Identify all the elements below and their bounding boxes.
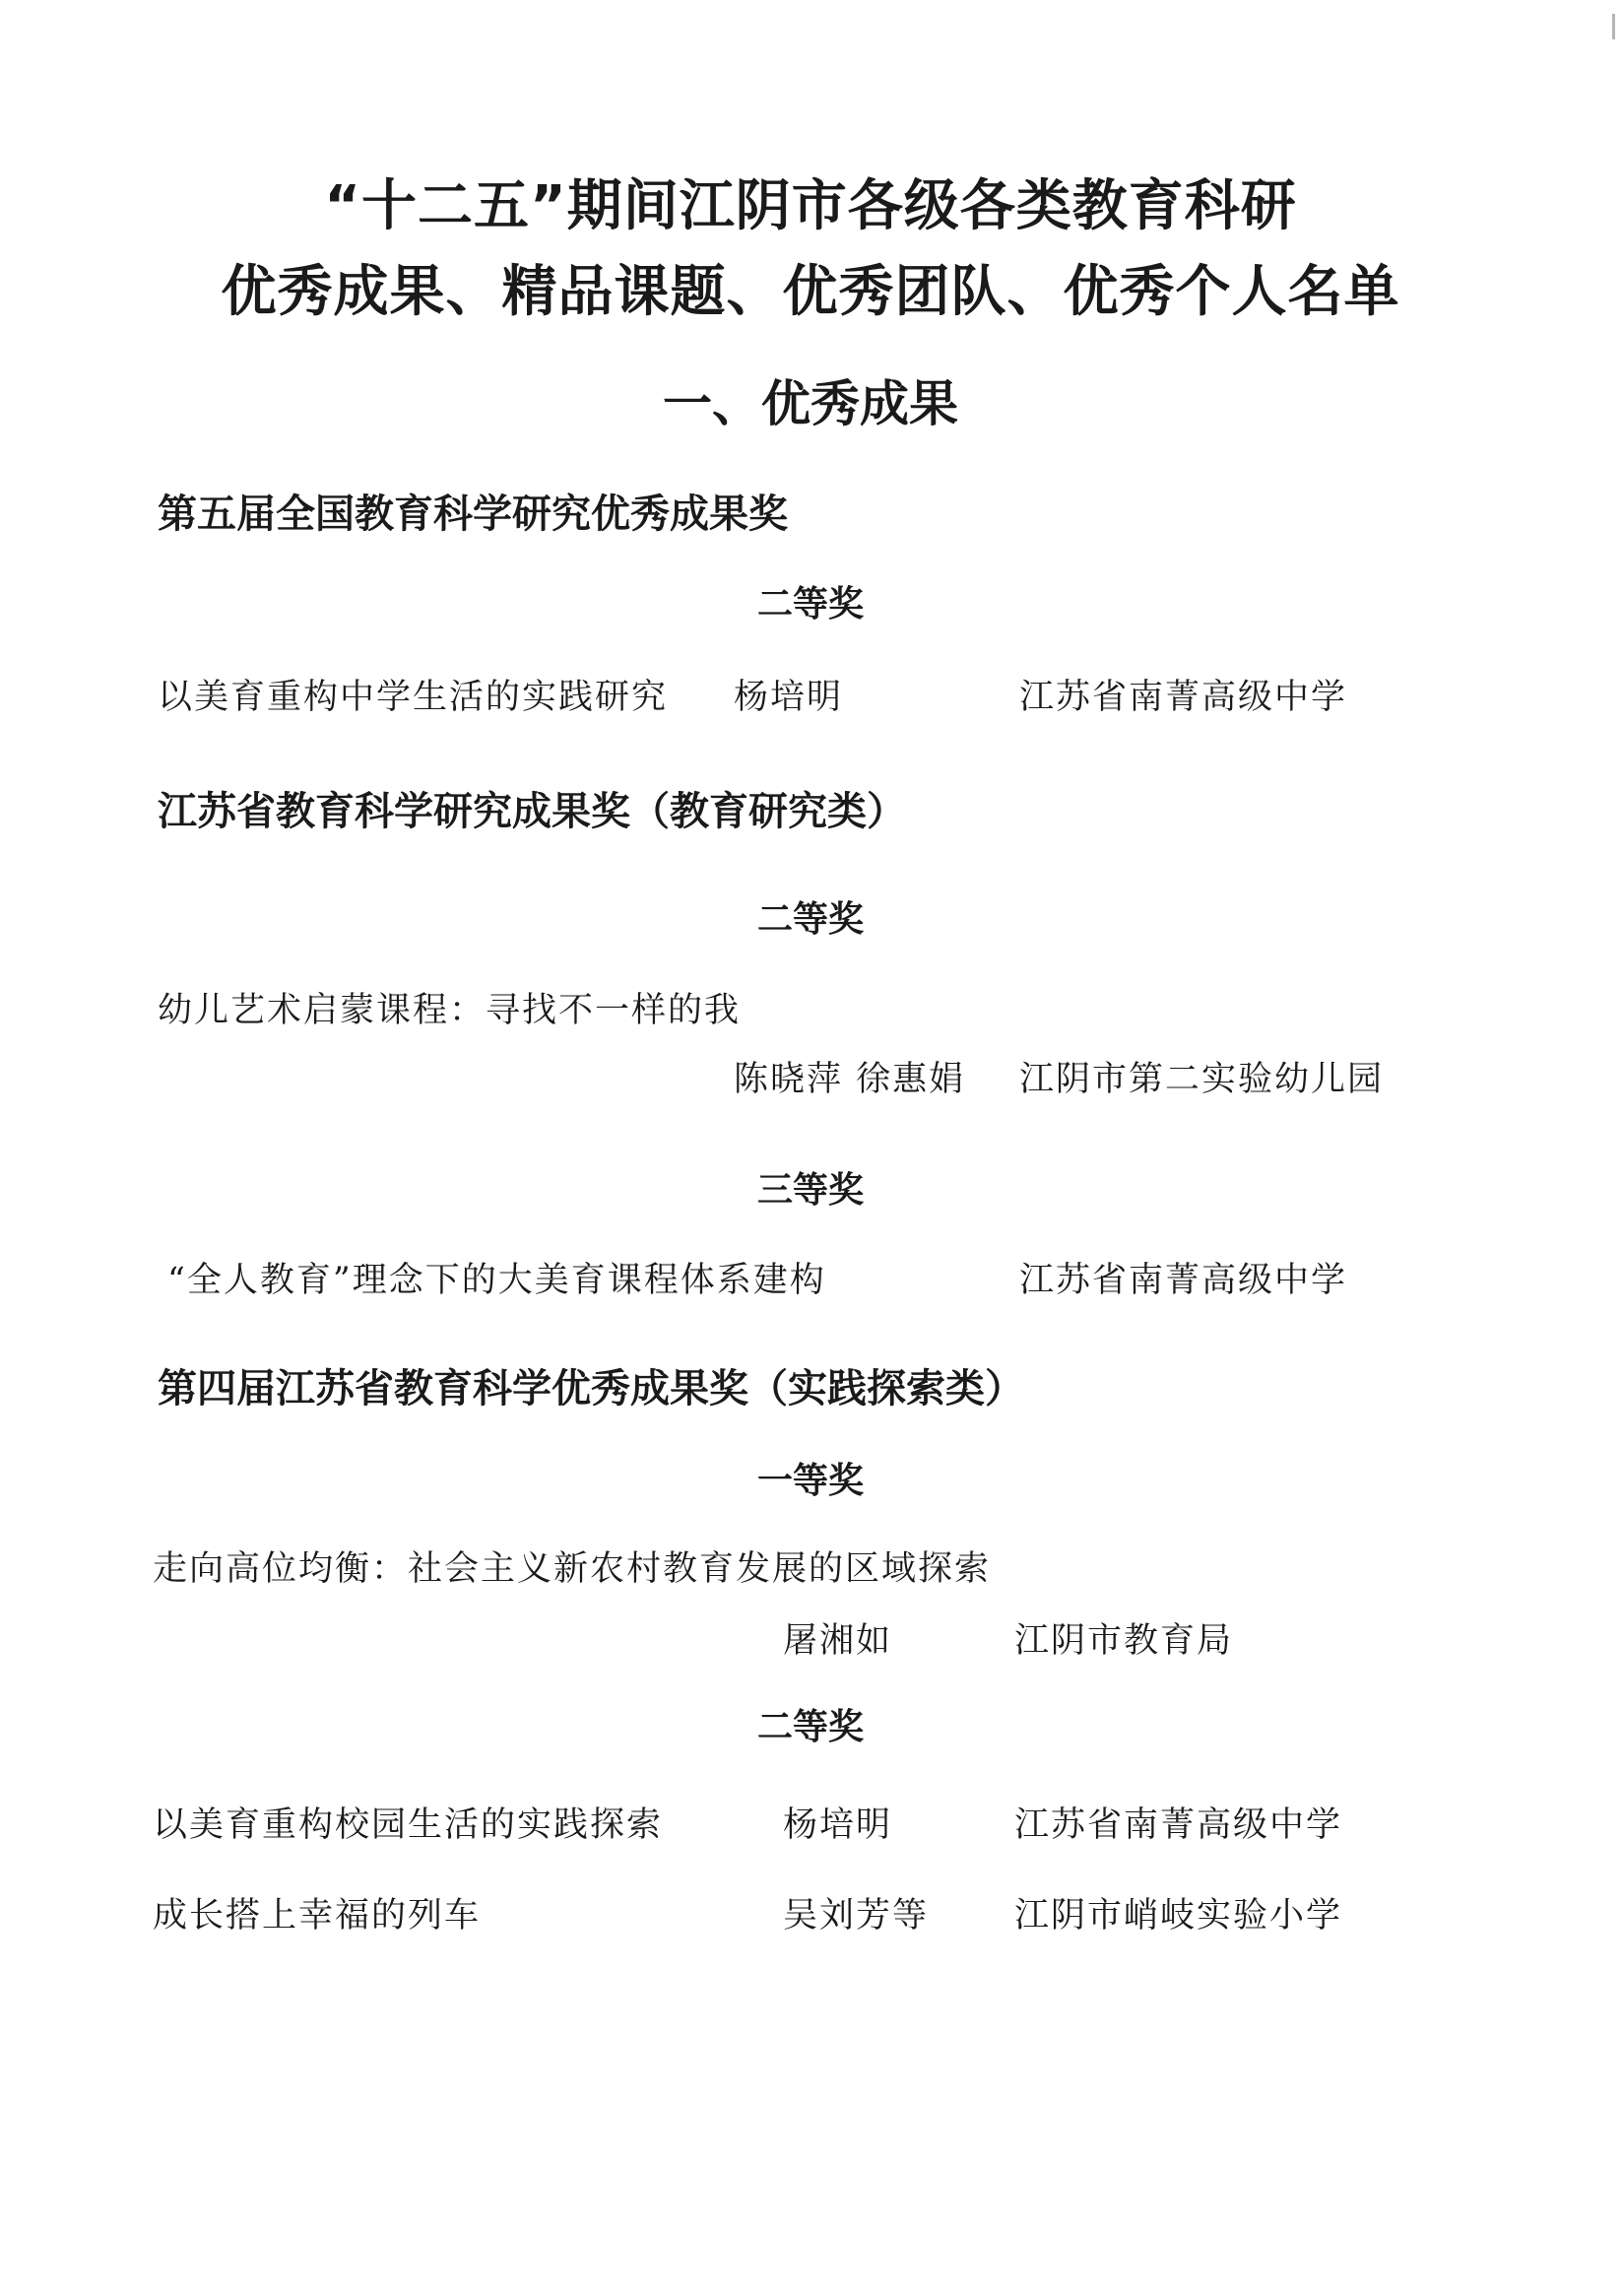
entry-unit: 江阴市峭岐实验小学 bbox=[1014, 1896, 1343, 1935]
entry-title: “全人教育”理念下的大美育课程体系建构 bbox=[167, 1261, 826, 1300]
entry-unit: 江阴市教育局 bbox=[1014, 1621, 1234, 1661]
entry-authors: 吴刘芳等 bbox=[783, 1896, 930, 1935]
entry-unit: 江苏省南菁高级中学 bbox=[1019, 1261, 1348, 1300]
document-title-line-1: “十二五”期间江阴市各级各类教育科研 bbox=[324, 174, 1297, 238]
entry-authors: 屠湘如 bbox=[783, 1621, 893, 1661]
entry-authors: 陈晓萍 徐惠娟 bbox=[734, 1060, 966, 1099]
entry-title: 成长搭上幸福的列车 bbox=[153, 1896, 482, 1935]
entry-authors: 杨培明 bbox=[783, 1805, 893, 1845]
entry-title: 幼儿艺术启蒙课程：寻找不一样的我 bbox=[158, 991, 742, 1030]
document-title-line-2: 优秀成果、精品课题、优秀团队、优秀个人名单 bbox=[221, 260, 1400, 324]
entry-unit: 江苏省南菁高级中学 bbox=[1019, 678, 1348, 717]
entry-title: 以美育重构校园生活的实践探索 bbox=[153, 1805, 664, 1845]
award-category-jiangsu-research: 江苏省教育科学研究成果奖（教育研究类） bbox=[158, 789, 906, 834]
prize-level: 二等奖 bbox=[756, 584, 864, 624]
prize-level: 一等奖 bbox=[756, 1461, 864, 1501]
entry-title: 走向高位均衡：社会主义新农村教育发展的区域探索 bbox=[153, 1549, 992, 1589]
entry-unit: 江苏省南菁高级中学 bbox=[1014, 1805, 1343, 1845]
award-category-jiangsu-practice-4th: 第四届江苏省教育科学优秀成果奖（实践探索类） bbox=[158, 1366, 1024, 1411]
prize-level: 二等奖 bbox=[756, 1707, 864, 1747]
entry-title: 以美育重构中学生活的实践研究 bbox=[158, 678, 669, 717]
scan-edge-mark bbox=[1612, 14, 1615, 39]
prize-level: 三等奖 bbox=[756, 1170, 864, 1211]
entry-authors: 杨培明 bbox=[734, 678, 844, 717]
section-heading: 一、优秀成果 bbox=[663, 375, 958, 432]
entry-unit: 江阴市第二实验幼儿园 bbox=[1019, 1060, 1385, 1099]
prize-level: 二等奖 bbox=[756, 899, 864, 940]
award-category-national-5th: 第五届全国教育科学研究优秀成果奖 bbox=[158, 492, 788, 537]
